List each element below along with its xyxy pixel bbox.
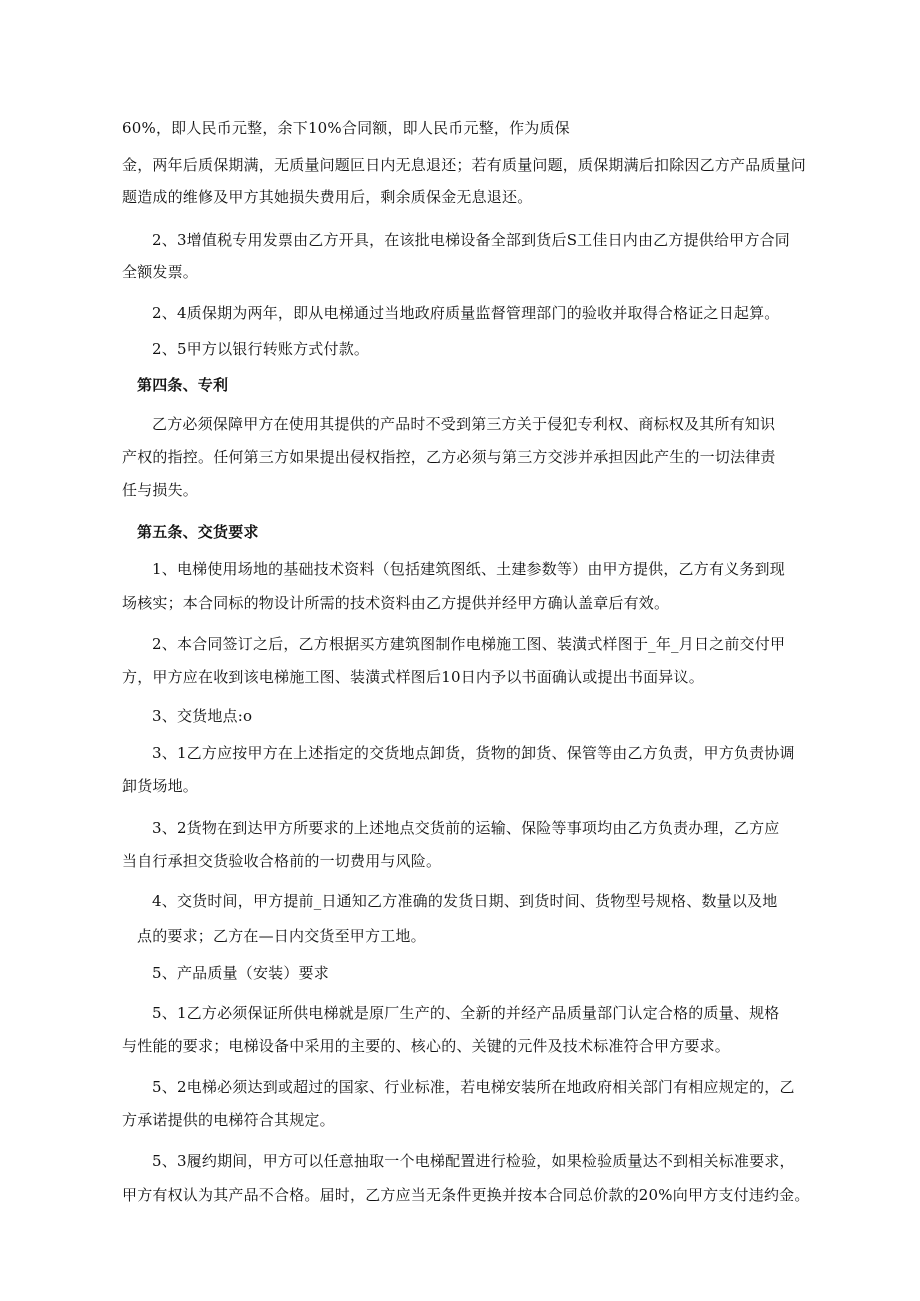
section-heading: 第五条、交货要求 <box>137 523 259 541</box>
text-line: 5、1乙方必须保证所供电梯就是原厂生产的、全新的并经产品质量部门认定合格的质量、规格 <box>152 1004 780 1022</box>
text-line: 金，两年后质保期满，无质量问题叵日内无息退还；若有质量问题，质保期满后扣除因乙方产品质量问 <box>122 156 807 174</box>
text-line: 与性能的要求；电梯设备中采用的主要的、核心的、关键的元件及技术标准符合甲方要求。 <box>122 1037 731 1055</box>
text-line: 2、5甲方以银行转账方式付款。 <box>152 340 370 358</box>
text-line: 3、2货物在到达甲方所要求的上述地点交货前的运输、保险等事项均由乙方负责办理，乙方应 <box>152 819 780 837</box>
text-line: 产权的指控。任何第三方如果提出侵权指控，乙方必须与第三方交涉并承担因此产生的一切法律责 <box>122 448 776 466</box>
section-heading: 第四条、专利 <box>137 376 229 394</box>
text-line: 任与损失。 <box>122 481 199 499</box>
text-line: 1、电梯使用场地的基础技术资料（包括建筑图纸、土建参数等）由甲方提供，乙方有义务到现 <box>152 560 785 578</box>
text-line: 5、2电梯必须达到或超过的国家、行业标准，若电梯安装所在地政府相关部门有相应规定的，乙 <box>152 1078 795 1096</box>
text-line: 3、交货地点:o <box>152 707 253 725</box>
text-line: 2、4质保期为两年，即从电梯通过当地政府质量监督管理部门的验收并取得合格证之日起算。 <box>152 304 780 322</box>
text-line: 60%，即人民币元整，余下10%合同额，即人民币元整，作为质保 <box>122 119 570 137</box>
text-line: 5、3履约期间，甲方可以任意抽取一个电梯配置进行检验，如果检验质量达不到相关标准要求， <box>152 1152 795 1170</box>
text-line: 全额发票。 <box>122 263 199 281</box>
text-line: 乙方必须保障甲方在使用其提供的产品时不受到第三方关于侵犯专利权、商标权及其所有知识 <box>152 415 776 433</box>
text-line: 题造成的维修及甲方其她损失费用后，剩余质保金无息退还。 <box>122 188 533 206</box>
text-line: 5、产品质量（安装）要求 <box>152 964 329 982</box>
text-line: 方，甲方应在收到该电梯施工图、装潢式样图后10日内予以书面确认或提出书面异议。 <box>122 668 704 686</box>
text-line: 甲方有权认为其产品不合格。届时，乙方应当无条件更换并按本合同总价款的20%向甲方支付违约金。 <box>122 1186 810 1204</box>
text-line: 3、1乙方应按甲方在上述指定的交货地点卸货，货物的卸货、保管等由乙方负责，甲方负责协调 <box>152 744 795 762</box>
text-line: 4、交货时间，甲方提前_日通知乙方准确的发货日期、到货时间、货物型号规格、数量以及地 <box>152 892 778 910</box>
text-line: 场核实；本合同标的物设计所需的技术资料由乙方提供并经甲方确认盖章后有效。 <box>122 594 670 612</box>
text-line: 点的要求；乙方在—日内交货至甲方工地。 <box>137 927 426 945</box>
text-line: 当自行承担交货验收合格前的一切费用与风险。 <box>122 852 442 870</box>
text-line: 2、本合同签订之后，乙方根据买方建筑图制作电梯施工图、装潢式样图于_年_月日之前交付甲 <box>152 635 786 653</box>
text-line: 2、3增值税专用发票由乙方开具，在该批电梯设备全部到货后S工佳日内由乙方提供给甲方合同 <box>152 231 790 249</box>
text-line: 方承诺提供的电梯符合其规定。 <box>122 1111 335 1129</box>
text-line: 卸货场地。 <box>122 777 199 795</box>
